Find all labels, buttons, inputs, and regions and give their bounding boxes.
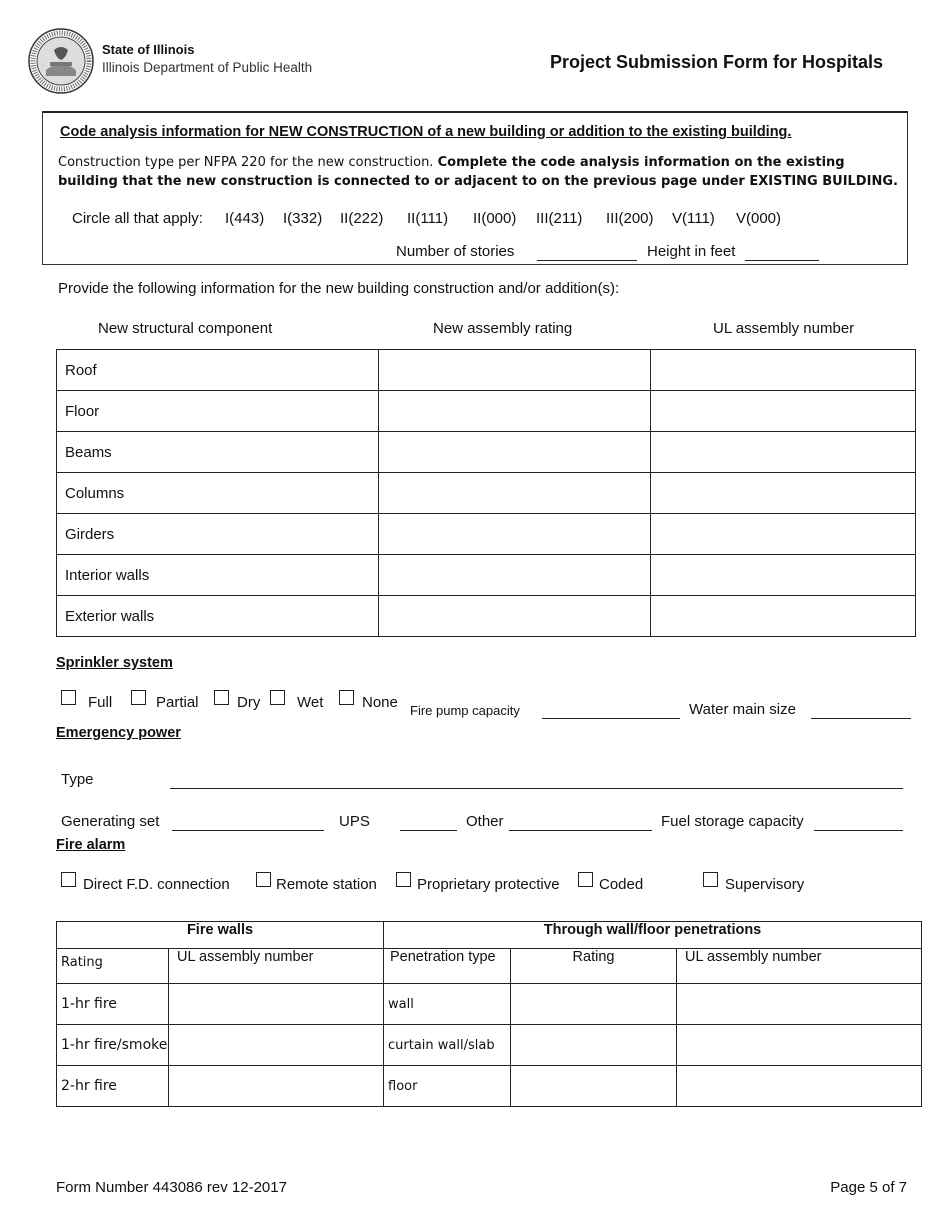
construction-type-option[interactable]: V(111): [672, 210, 715, 227]
sub-header-rating: Rating: [57, 949, 169, 984]
sprinkler-wet-label: Wet: [297, 694, 324, 711]
table-row: [57, 391, 916, 432]
fire-alarm-heading: Fire alarm: [56, 837, 126, 853]
sprinkler-dry-label: Dry: [237, 694, 261, 711]
ul-cell[interactable]: [651, 555, 916, 596]
fire-rating-1hr-smoke: 1-hr fire/smoke: [57, 1025, 169, 1066]
alarm-supervisory-label: Supervisory: [725, 876, 805, 893]
alarm-coded-checkbox[interactable]: [578, 872, 593, 887]
power-type-field[interactable]: [170, 788, 903, 789]
ul-cell[interactable]: [651, 514, 916, 555]
penetration-curtain-wall: curtain wall/slab: [384, 1025, 511, 1066]
penetration-floor: floor: [384, 1066, 511, 1107]
ul-fire-cell[interactable]: [169, 984, 384, 1025]
org-name: State of Illinois: [102, 42, 195, 57]
table-row: [57, 473, 916, 514]
ul-cell[interactable]: [651, 473, 916, 514]
component-girders: Girders: [57, 514, 379, 555]
pen-ul-cell[interactable]: [677, 984, 922, 1025]
sprinkler-heading: Sprinkler system: [56, 655, 173, 671]
water-main-field[interactable]: [811, 718, 911, 719]
construction-type-option[interactable]: II(222): [340, 210, 384, 227]
sub-header-ul-pen: UL assembly number: [677, 949, 922, 984]
height-label: Height in feet: [647, 243, 736, 260]
stories-field[interactable]: [537, 260, 637, 261]
component-exterior-walls: Exterior walls: [57, 596, 379, 637]
alarm-remote-station-checkbox[interactable]: [256, 872, 271, 887]
component-floor: Floor: [57, 391, 379, 432]
component-interior-walls: Interior walls: [57, 555, 379, 596]
fuel-storage-field[interactable]: [814, 830, 903, 831]
form-number: Form Number 443086 rev 12-2017: [56, 1179, 287, 1196]
construction-type-option[interactable]: III(200): [606, 210, 654, 227]
table-row: [57, 984, 922, 1025]
structural-table: [56, 349, 916, 637]
pen-ul-cell[interactable]: [677, 1025, 922, 1066]
rating-cell[interactable]: [379, 350, 651, 391]
structural-intro: Provide the following information for the new building construction and/or addition(s):: [58, 280, 620, 297]
alarm-coded-label: Coded: [599, 876, 644, 893]
penetration-wall: wall: [384, 984, 511, 1025]
construction-type-intro: [58, 153, 898, 191]
water-main-label: Water main size: [689, 701, 796, 718]
alarm-direct-fd-label: Direct F.D. connection: [83, 876, 230, 893]
construction-type-option[interactable]: III(211): [536, 210, 583, 227]
table-row: [57, 1025, 922, 1066]
alarm-supervisory-checkbox[interactable]: [703, 872, 718, 887]
construction-type-option[interactable]: I(443): [225, 210, 265, 227]
intro-plain-text: Construction type per NFPA 220 for the new construction.: [58, 155, 434, 170]
fire-pump-field[interactable]: [542, 718, 680, 719]
alarm-direct-fd-checkbox[interactable]: [61, 872, 76, 887]
rating-cell[interactable]: [379, 555, 651, 596]
height-field[interactable]: [745, 260, 819, 261]
other-field[interactable]: [509, 830, 652, 831]
rating-cell[interactable]: [379, 514, 651, 555]
sprinkler-none-label: None: [362, 694, 398, 711]
intro-bold-text: Complete the code analysis information on the existing building that the new construction is connected to or adjacent to on the previous page under EXISTING BUILDING.: [58, 155, 898, 189]
stories-label: Number of stories: [396, 243, 515, 260]
generating-set-field[interactable]: [172, 830, 324, 831]
fire-rating-2hr: 2-hr fire: [57, 1066, 169, 1107]
power-type-label: Type: [61, 771, 94, 788]
pen-rating-cell[interactable]: [511, 1066, 677, 1107]
ul-cell[interactable]: [651, 432, 916, 473]
sprinkler-wet-checkbox[interactable]: [270, 690, 285, 705]
sub-header-ul-fire: UL assembly number: [169, 949, 384, 984]
rating-cell[interactable]: [379, 596, 651, 637]
form-title: Project Submission Form for Hospitals: [550, 52, 884, 72]
table-row: [57, 432, 916, 473]
component-beams: Beams: [57, 432, 379, 473]
ul-cell[interactable]: [651, 350, 916, 391]
department-name: Illinois Department of Public Health: [102, 60, 313, 75]
fire-walls-table: [56, 921, 922, 1107]
fire-rating-1hr: 1-hr fire: [57, 984, 169, 1025]
sprinkler-partial-label: Partial: [156, 694, 199, 711]
construction-type-option[interactable]: II(111): [407, 210, 449, 227]
pen-rating-cell[interactable]: [511, 1025, 677, 1066]
col-header-rating: New assembly rating: [433, 320, 573, 337]
alarm-proprietary-label: Proprietary protective: [417, 876, 560, 893]
emergency-power-heading: Emergency power: [56, 725, 181, 741]
ul-cell[interactable]: [651, 391, 916, 432]
sprinkler-partial-checkbox[interactable]: [131, 690, 146, 705]
table-row: [57, 1066, 922, 1107]
ups-label: UPS: [339, 813, 370, 830]
rating-cell[interactable]: [379, 432, 651, 473]
construction-type-option[interactable]: II(000): [473, 210, 517, 227]
penetrations-header: Through wall/floor penetrations: [384, 922, 922, 949]
code-analysis-heading: Code analysis information for NEW CONSTRUCTION of a new building or addition to the existing building.: [60, 124, 792, 140]
fire-walls-header: Fire walls: [57, 922, 384, 949]
table-row: [57, 350, 916, 391]
fuel-storage-label: Fuel storage capacity: [661, 813, 804, 830]
alarm-remote-station-label: Remote station: [276, 876, 377, 893]
page-number: Page 5 of 7: [830, 1179, 907, 1196]
rating-cell[interactable]: [379, 391, 651, 432]
sub-header-penetration: Penetration type: [384, 949, 511, 984]
table-row: [57, 555, 916, 596]
sub-header-rating-pen: Rating: [511, 949, 677, 984]
sprinkler-full-checkbox[interactable]: [61, 690, 76, 705]
component-roof: Roof: [57, 350, 379, 391]
state-seal-logo: [28, 28, 94, 94]
ul-fire-cell[interactable]: [169, 1025, 384, 1066]
ul-cell[interactable]: [651, 596, 916, 637]
col-header-ul: UL assembly number: [713, 320, 855, 337]
other-label: Other: [466, 813, 504, 830]
table-row: [57, 596, 916, 637]
pen-ul-cell[interactable]: [677, 1066, 922, 1107]
sprinkler-none-checkbox[interactable]: [339, 690, 354, 705]
pen-rating-cell[interactable]: [511, 984, 677, 1025]
sprinkler-full-label: Full: [88, 694, 113, 711]
fire-pump-label: Fire pump capacity: [410, 703, 520, 718]
rating-cell[interactable]: [379, 473, 651, 514]
col-header-component: New structural component: [98, 320, 273, 337]
circle-all-label: Circle all that apply:: [72, 210, 203, 227]
sprinkler-dry-checkbox[interactable]: [214, 690, 229, 705]
construction-type-option[interactable]: V(000): [736, 210, 782, 227]
ups-field[interactable]: [400, 830, 457, 831]
construction-type-option[interactable]: I(332): [283, 210, 323, 227]
alarm-proprietary-checkbox[interactable]: [396, 872, 411, 887]
table-row: [57, 514, 916, 555]
ul-fire-cell[interactable]: [169, 1066, 384, 1107]
generating-set-label: Generating set: [61, 813, 160, 830]
component-columns: Columns: [57, 473, 379, 514]
